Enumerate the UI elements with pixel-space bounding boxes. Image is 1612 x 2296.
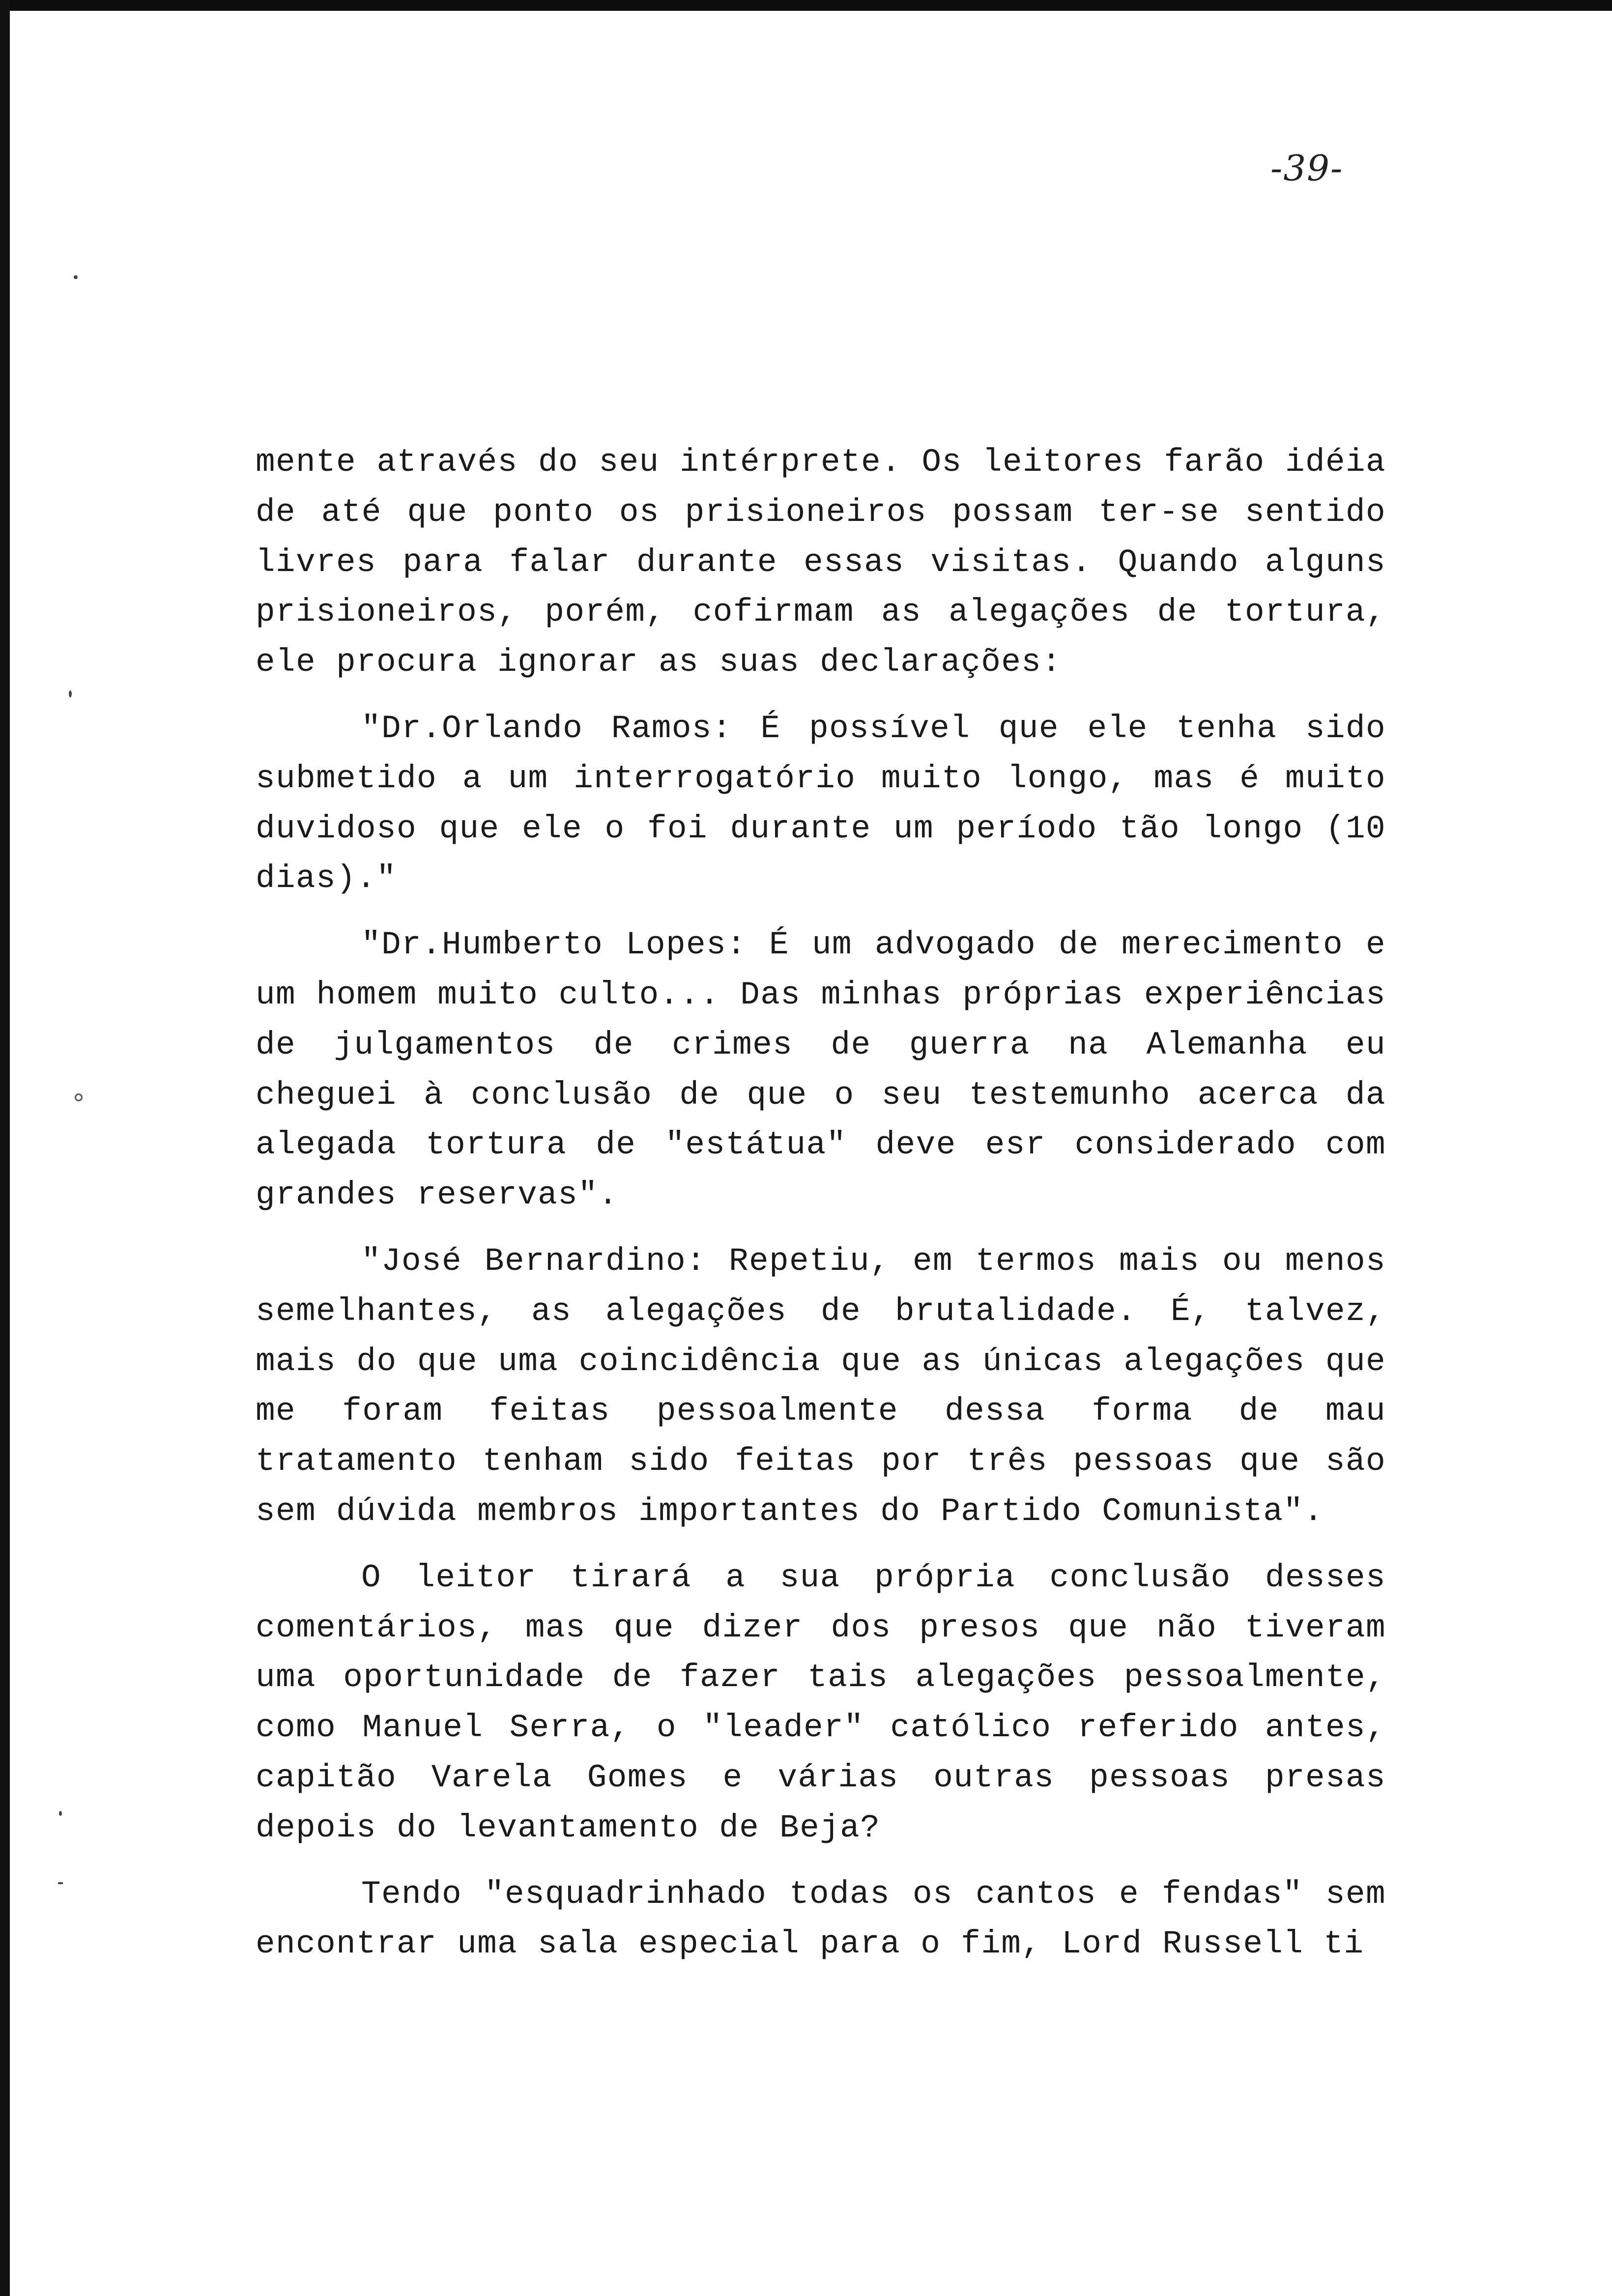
scan-speck bbox=[75, 1093, 83, 1101]
paragraph-6: Tendo "esquadrinhado todas os cantos e fendas" sem encontrar uma sala especial para o fim, Lord Russell ti bbox=[256, 1875, 1386, 1963]
scan-speck bbox=[69, 690, 72, 697]
top-scan-border bbox=[0, 0, 1612, 11]
document-body bbox=[256, 437, 1386, 1985]
left-scan-border bbox=[0, 0, 10, 2296]
paragraph-5: O leitor tirará a sua própria conclusão desses comentários, mas que dizer dos presos que não tiveram uma oportunidade de fazer tais alegações pessoalmente, como Manuel Serra, o "leader" católico referido antes, capitão Varela Gomes e várias outras pessoas presas depois do levantamento de Beja? bbox=[256, 1559, 1386, 1846]
paragraph-3: "Dr.Humberto Lopes: É um advogado de merecimento e um homem muito culto... Das minhas próprias experiências de julgamentos de crimes de guerra na Alemanha eu cheguei à conclusão de que o seu testemunho acerca da alegada tortura de "estátua" deve esr considerado com grandes reservas". bbox=[256, 926, 1386, 1214]
page-number: -39- bbox=[1270, 147, 1344, 189]
paragraph-4: "José Bernardino: Repetiu, em termos mais ou menos semelhantes, as alegações de brutalidade. É, talvez, mais do que uma coincidência que as únicas alegações que me foram feitas pessoalmente dessa forma de mau tratamento tenham sido feitas por três pessoas que são sem dúvida membros importantes do Partido Comunista". bbox=[256, 1242, 1386, 1530]
scan-speck bbox=[58, 1882, 63, 1884]
paragraph-1: mente através do seu intérprete. Os leitores farão idéia de até que ponto os prisioneiros possam ter-se sentido livres para falar durante essas visitas. Quando alguns prisioneiros, porém, cofirmam as alegações de tortura, ele procura ignorar as suas declarações: bbox=[256, 444, 1386, 681]
scan-speck bbox=[74, 275, 78, 279]
scan-speck bbox=[59, 1811, 62, 1816]
paragraph-2: "Dr.Orlando Ramos: É possível que ele tenha sido submetido a um interrogatório muito longo, mas é muito duvidoso que ele o foi durante um período tão longo (10 dias)." bbox=[256, 710, 1386, 897]
